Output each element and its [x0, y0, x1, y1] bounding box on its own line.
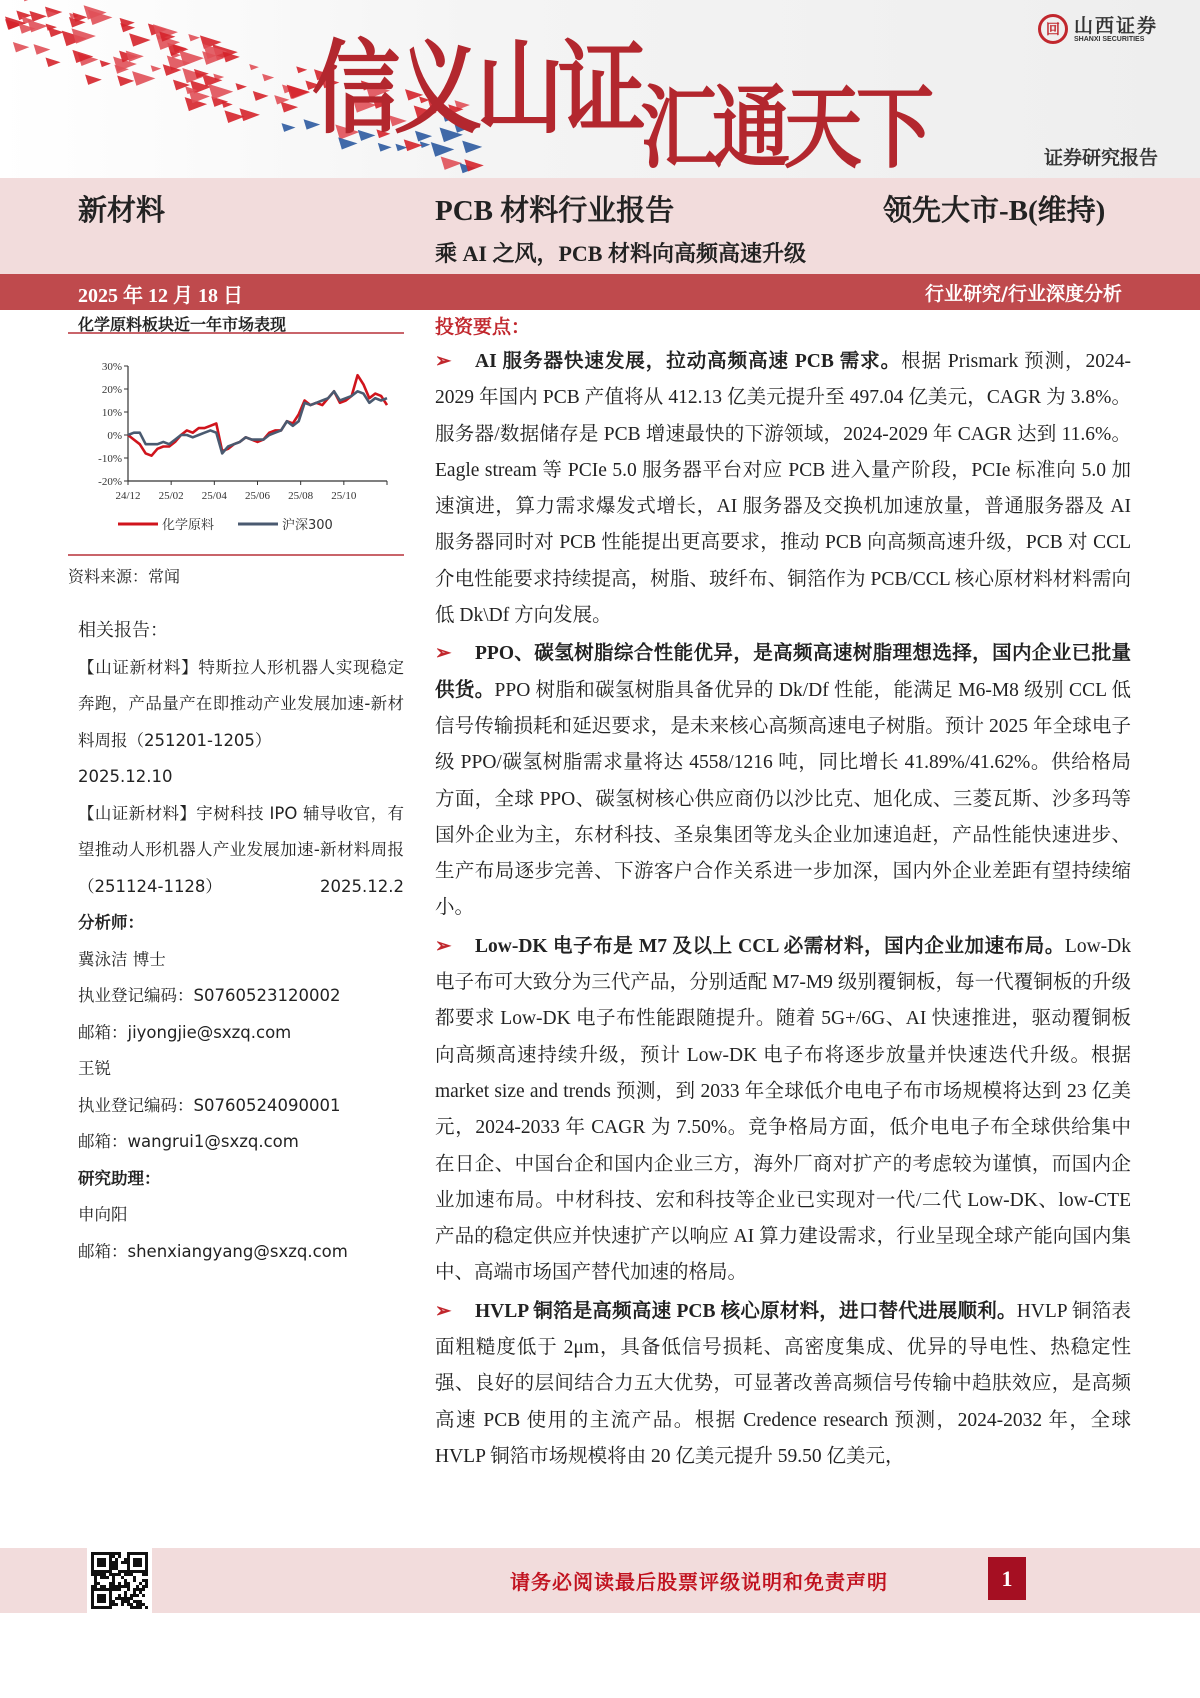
bird-shape — [262, 74, 274, 82]
report-subtitle: 乘 AI 之风，PCB 材料向高频高速升级 — [435, 241, 806, 266]
bird-shape — [85, 74, 102, 84]
report-category: 行业研究/行业深度分析 — [925, 283, 1122, 305]
bird-shape — [151, 65, 162, 72]
bird-shape — [441, 156, 463, 169]
logo-emblem-icon: 回 — [1038, 14, 1068, 44]
y-tick-label: 10% — [101, 407, 122, 419]
key-point-lead: PPO、碳氢树脂综合性能优异，是高频高速树脂理想选择，国内企业已批量供货。 — [435, 643, 1131, 701]
series-line-hs300 — [128, 391, 387, 453]
bird-shape — [46, 58, 61, 67]
legend-label: 沪深300 — [282, 518, 333, 533]
key-point-body: 根据 Prismark 预测，2024-2029 年国内 PCB 产值将从 412.13 亿美元提升至 497.04 亿美元，CAGR 为 3.8%。服务器/数据储存是 PCB 增速最快的下游领域，2024-2029 年 CAGR 达到 11.6%。Eagle stream 等 PCIe 5.0 服务器平台对应 PCB 进入量产阶段，PCIe 标准向 5.0 加速演进，算力需求爆发式增长，AI 服务器及交换机加速放量，普通服务器及 AI 服务器同时对 PCB 性能提出更高要求，推动 PCB 向高频高速升级，PCB 对 CCL 介电性能要求持续提高，树脂、玻纤布、铜箔作为 PCB/CCL 核心原材料材料需向低 Dk\Df 方向发展。 — [435, 351, 1132, 627]
related-reports — [68, 613, 404, 1270]
bird-shape — [126, 51, 144, 62]
date-bar — [0, 274, 1200, 310]
bird-shape — [48, 27, 64, 37]
bird-shape — [117, 76, 134, 87]
chart-svg — [68, 334, 404, 554]
bird-shape — [100, 60, 111, 67]
analyst-name: 王锐 — [78, 1059, 111, 1078]
slogan-part1: 信义山证 — [312, 29, 641, 148]
bird-shape — [23, 0, 33, 1]
arrow-bullet-icon: ➢ — [435, 1300, 452, 1322]
bird-shape — [239, 108, 259, 121]
footer — [0, 1548, 1200, 1613]
analyst-reg: 执业登记编码：S0760524090001 — [78, 1095, 341, 1115]
key-point — [435, 344, 1131, 634]
bird-shape — [281, 123, 295, 132]
y-tick-label: -20% — [98, 476, 122, 488]
bird-shape — [132, 71, 155, 86]
y-tick-label: -10% — [98, 453, 122, 465]
disclaimer-notice[interactable]: 请务必阅读最后股票评级说明和免责声明 — [510, 1570, 888, 1594]
related-report-link[interactable]: 【山证新材料】宇树科技 IPO 辅导收官，有望推动人形机器人产业发展加速-新材料周报（251124-1128） — [78, 803, 404, 896]
arrow-bullet-icon: ➢ — [435, 351, 452, 372]
y-tick-label: 30% — [101, 361, 122, 373]
bird-shape — [188, 34, 200, 41]
related-heading: 相关报告： — [78, 620, 168, 641]
analyst-reg: 执业登记编码：S0760523120002 — [78, 986, 341, 1005]
market-chart — [68, 334, 404, 554]
x-tick-label: 24/12 — [115, 490, 141, 502]
bird-shape — [33, 44, 50, 55]
related-report-date: 2025.12.2 — [320, 876, 404, 896]
x-tick-label: 25/02 — [158, 490, 184, 502]
industry-label: 新材料 — [78, 193, 166, 227]
x-tick-label: 25/04 — [201, 490, 227, 502]
arrow-bullet-icon: ➢ — [435, 643, 452, 665]
chart-source: 资料来源：常闻 — [68, 554, 404, 587]
report-date: 2025 年 12 月 18 日 — [78, 285, 243, 307]
analyst-name: 冀泳洁 博士 — [78, 949, 166, 969]
main-content — [435, 312, 1131, 1475]
key-point — [435, 1294, 1131, 1475]
x-tick-label: 25/10 — [331, 490, 357, 502]
x-tick-label: 25/08 — [288, 490, 314, 502]
key-point — [435, 636, 1131, 926]
related-report-link[interactable]: 【山证新材料】特斯拉人形机器人实现稳定奔跑，产品量产在即推动产业发展加速-新材料周报（251201-1205） — [78, 657, 404, 750]
legend-label: 化学原料 — [162, 518, 215, 533]
key-point-body: HVLP 铜箔表面粗糙度低于 2μm，具备低信号损耗、高密度集成、优异的导电性、热稳定性强、良好的层间结合力五大优势，可显著改善高频信号传输中趋肤效应，是高频高速 PCB 使用的主流产品。根据 Credence research 预测，2024-2032 年，全球 HVLP 铜箔市场规模将由 20 亿美元提升 59.50 亿美元， — [435, 1300, 1131, 1467]
analyst-heading: 分析师： — [78, 913, 144, 932]
analyst-email[interactable]: 邮箱：jiyongjie@sxzq.com — [78, 1022, 292, 1042]
y-tick-label: 0% — [107, 430, 122, 442]
logo-en-name: SHANXI SECURITIES — [1074, 35, 1145, 43]
assistant-heading: 研究助理： — [78, 1168, 161, 1188]
x-tick-label: 25/06 — [244, 490, 271, 502]
arrow-bullet-icon: ➢ — [435, 935, 452, 957]
bird-shape — [129, 33, 150, 46]
bird-shape — [13, 42, 29, 52]
related-report-date: 2025.12.10 — [78, 767, 173, 786]
header-banner — [0, 0, 1200, 178]
qr-code-icon — [87, 1548, 152, 1613]
rating: 领先大市-B(维持) — [883, 195, 1106, 227]
bird-shape — [253, 91, 269, 101]
bird-shape — [235, 83, 246, 90]
sidebar — [68, 312, 404, 1270]
y-tick-label: 20% — [101, 384, 122, 396]
report-type: 证券研究报告 — [1044, 147, 1159, 169]
key-point-lead: AI 服务器快速发展，拉动高频高速 PCB 需求。 — [475, 351, 902, 372]
page-number: 1 — [988, 1557, 1026, 1600]
bird-shape — [281, 102, 298, 113]
slogan-part2: 汇通天下 — [640, 77, 929, 178]
key-point-lead: Low-DK 电子布是 M7 及以上 CCL 必需材料，国内企业加速布局。 — [475, 935, 1065, 957]
key-point-body: PPO 树脂和碳氢树脂具备优异的 Dk/Df 性能，能满足 M6-M8 级别 CCL 低信号传输损耗和延迟要求，是未来核心高频高速电子树脂。预计 2025 年全球电子级 PPO/碳氢树脂需求量将达 4558/1216 吨，同比增长 41.89%/41.62%。供给格局方面，全球 PPO、碳氢树核心供应商仍以沙比克、旭化成、三菱瓦斯、沙多玛等国外企业为主，东材科技、圣泉集团等龙头企业加速追赶，产品性能快速进步、生产布局逐步完善、下游客户合作关系进一步加深，国内外企业差距有望持续缩小。 — [435, 679, 1131, 919]
assistant-email[interactable]: 邮箱：shenxiangyang@sxzq.com — [78, 1241, 348, 1261]
logo-cn-name: 山西证券 — [1074, 14, 1159, 37]
assistant-name: 申向阳 — [78, 1205, 128, 1224]
company-logo — [1038, 14, 1158, 44]
analyst-email[interactable]: 邮箱：wangrui1@sxzq.com — [78, 1132, 299, 1151]
bird-shape — [249, 64, 259, 70]
key-points-heading: 投资要点： — [435, 316, 531, 338]
key-point-body: Low-Dk 电子布可大致分为三代产品，分别适配 M7-M9 级别覆铜板，每一代覆铜板的升级都要求 Low-DK 电子布性能跟随提升。随着 5G+/6G、AI 快速推进，驱动覆铜板向高频高速持续升级，预计 Low-DK 电子布将逐步放量并快速迭代升级。根据 market size and trends 预测，到 2033 年全球低介电电子布市场规模将达到 23 亿美元，2024-2033 年 CAGR 为 7.50%。竞争格局方面，低介电电子布全球供给集中在日企、中国台企和国内企业三方，海外厂商对扩产的考虑较为谨慎，而国内企业加速布局。中材科技、宏和科技等企业已实现对一代/二代 Low-DK、low-CTE 产品的稳定供应并快速扩产以响应 AI 算力建设需求，行业呈现全球产能向国内集中、高端市场国产替代加速的格局。 — [435, 935, 1131, 1284]
key-point — [435, 929, 1131, 1292]
report-title: PCB 材料行业报告 — [435, 195, 675, 227]
key-point-lead: HVLP 铜箔是高频高速 PCB 核心原材料，进口替代进展顺利。 — [475, 1300, 1017, 1322]
bird-shape — [296, 66, 307, 73]
title-band — [0, 178, 1200, 274]
chart-title: 化学原料板块近一年市场表现 — [68, 312, 404, 334]
